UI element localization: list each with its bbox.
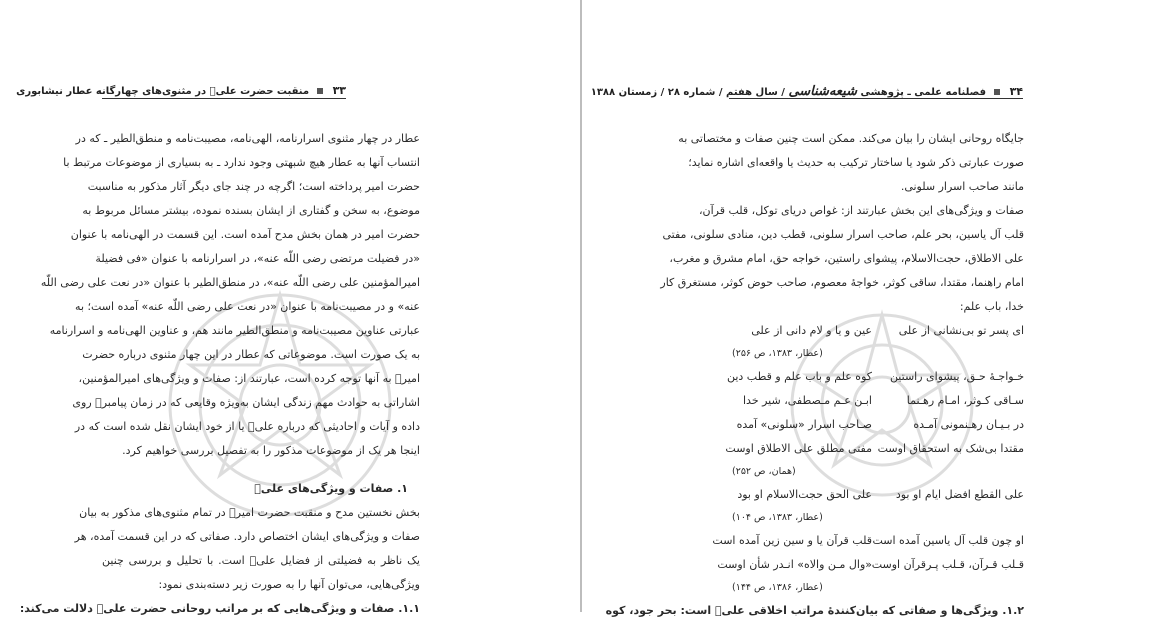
poem-couplet bbox=[732, 389, 1024, 413]
poem-couplet bbox=[732, 483, 1024, 507]
hemistich: مفتی مطلق علی الاطلاق اوست bbox=[725, 442, 872, 455]
poem-citation: (عطار، ۱۳۸۳، ص ۲۵۶) bbox=[732, 348, 823, 359]
journal-name: فصلنامه علمی ـ پژوهشی bbox=[860, 87, 987, 98]
text-line: «در فضیلت مرتضی رضی اللّه عنه»، در اسرارنامه با عنوان «فی فضیلة bbox=[95, 252, 420, 265]
text-line: خدا، باب علم: bbox=[959, 300, 1024, 313]
running-title: منقبت حضرت علیؑ در مثنوی‌های چهارگانه عطار نیشابوری bbox=[16, 86, 310, 97]
hemistich: او چون قلب آل یاسین آمده است bbox=[872, 534, 1024, 547]
hemistich: قلب قرآن یا و سین زین آمده است bbox=[712, 534, 872, 547]
text-line: امیرؑ به آنها توجه کرده است، عبارتند از: صفات و ویژگی‌های امیرالمؤمنین، bbox=[78, 372, 420, 385]
right-page-body bbox=[605, 127, 1024, 623]
text-line: عنه» و در مصیبت‌نامه با عنوان «در نعت علی رضی اللّه عنه» آمده است؛ به bbox=[75, 300, 420, 313]
poem-couplet bbox=[717, 553, 1024, 577]
text-line: اینجا هر یک از موضوعات مذکور را به تفصیل بررسی خواهیم کرد. bbox=[122, 444, 420, 457]
hemistich: کوه علم و باب علم و قطب دین bbox=[726, 370, 872, 383]
hemistich: خـواجـهٔ حـق، پیشوای راستین bbox=[889, 370, 1024, 383]
text-line: صفات و ویژگی‌های این بخش عبارتند از: غواص دریای توکل، قلب قرآن، bbox=[698, 204, 1024, 217]
text-line: یک ناظر به فضیلتی از فضایل علیؑ است. با تحلیل و بررسی چنین bbox=[102, 554, 420, 567]
left-page-body bbox=[19, 127, 420, 621]
text-line: علی الاطلاق، حجت‌الاسلام، پیشوای راستین، خواجه حق، امام مشرق و مغرب، bbox=[669, 252, 1024, 265]
text-line: حضرت امیر در همان بخش مدح آمده است. این قسمت در الهی‌نامه با عنوان bbox=[70, 228, 420, 241]
square-marker-icon bbox=[994, 89, 1000, 95]
hemistich: قـلب قـرآن، قـلب پـرقرآن اوست bbox=[871, 558, 1024, 571]
poem-couplet bbox=[726, 365, 1024, 389]
hemistich: عین و یا و لام دانی از علی bbox=[751, 324, 872, 337]
text-line: ویژگی‌هایی، می‌توان آنها را به صورت زیر دسته‌بندی نمود: bbox=[158, 578, 420, 591]
poem-citation: (همان، ص ۲۵۲) bbox=[732, 466, 796, 477]
hemistich: در بـیـان رهـنمونی آمـده bbox=[913, 418, 1024, 431]
text-line: امام راهنما، مقتدا، ساقی کوثر، خواجهٔ معصوم، صاحب حوض کوثر، مستغرق کار bbox=[660, 276, 1024, 289]
hemistich: علی القطع افضل ایام او بود bbox=[895, 488, 1024, 501]
text-line: مانند صاحب اسرار سلونی. bbox=[900, 180, 1024, 193]
text-line: صفات و ویژگی‌های ایشان اختصاص دارد. صفاتی که در این قسمت آمده، هر bbox=[74, 530, 420, 543]
poem-couplet bbox=[732, 413, 1024, 437]
page-number: ۳۳ bbox=[332, 84, 346, 97]
journal-brand: شیعه‌شناسی bbox=[788, 84, 857, 99]
text-line: جایگاه روحانی ایشان را بیان می‌کند. ممکن است چنین صفات و مختصاتی به bbox=[678, 132, 1024, 145]
hemistich: «وال مـن والاه» انـدر شأن اوست bbox=[717, 558, 872, 571]
hemistich: ابـن عـم مـصطفی، شیر خدا bbox=[742, 394, 872, 407]
hemistich: سـاقی کـوثر، امـام رهـنما bbox=[906, 394, 1024, 407]
left-page-header bbox=[16, 84, 346, 99]
text-line: داده و آیات و احادیثی که درباره علیؑ یا از خود ایشان نقل شده است که در bbox=[74, 420, 420, 433]
text-line: قلب آل یاسین، بحر علم، صاحب اسرار سلونی، قطب دین، منادی سلونی، مفتی bbox=[662, 228, 1024, 241]
square-marker-icon bbox=[317, 88, 323, 94]
subsection-heading: ۱.۲. ویژگی‌ها و صفاتی که بیان‌کنندهٔ مراتب اخلاقی علیؑ است: بحر جود، کوه bbox=[605, 604, 1024, 617]
hemistich: مقتدا بی‌شک به استحقاق اوست bbox=[877, 442, 1024, 455]
page-number: ۳۴ bbox=[1009, 85, 1023, 98]
poem-couplet bbox=[732, 319, 1024, 343]
hemistich: علی الحق حجت‌الاسلام او بود bbox=[737, 488, 872, 501]
text-line: صورت عبارتی ذکر شود یا ساختار ترکیب به حدیث یا واقعه‌ای اشاره نماید؛ bbox=[688, 156, 1024, 169]
subsection-heading: ۱.۱. صفات و ویژگی‌هایی که بر مراتب روحانی حضرت علیؑ دلالت می‌کند: bbox=[19, 602, 420, 615]
poem-citation: (عطار، ۱۳۸۶، ص ۱۴۴) bbox=[732, 582, 823, 593]
right-page-header bbox=[590, 84, 1023, 99]
text-line: حضرت امیر پرداخته است؛ اگرچه در چند جای دیگر آثار مذکور به مناسبت bbox=[87, 180, 420, 193]
text-line: اشاراتی به حوادث مهم زندگی ایشان به‌ویژه وقایعی که در زمان پیامبرؐ روی bbox=[72, 396, 420, 409]
left-page bbox=[0, 0, 580, 615]
text-line: عطار در چهار مثنوی اسرارنامه، الهی‌نامه، مصیبت‌نامه و منطق‌الطیر ـ که در bbox=[75, 132, 420, 145]
poem-couplet bbox=[725, 437, 1024, 461]
text-line: عبارتی عناوین مصیبت‌نامه و منطق‌الطیر مانند هم، و عناوین الهی‌نامه و اسرارنامه bbox=[49, 324, 420, 337]
issue-info: / سال هفتم / شماره ۲۸ / زمستان ۱۳۸۸ bbox=[590, 87, 785, 98]
text-line: بخش نخستین مدح و منقبت حضرت امیرؑ در تمام مثنوی‌های مذکور به بیان bbox=[79, 506, 420, 519]
poem-couplet bbox=[712, 529, 1024, 553]
text-line: به یک صورت است. موضوعاتی که عطار در این چهار مثنوی درباره حضرت bbox=[82, 348, 420, 361]
section-heading: ۱. صفات و ویژگی‌های علیؑ bbox=[254, 482, 408, 495]
poem-citation: (عطار، ۱۳۸۳، ص ۱۰۴) bbox=[732, 512, 823, 523]
hemistich: ای پسر تو بی‌نشانی از علی bbox=[898, 324, 1024, 337]
text-line: امیرالمؤمنین علی رضی اللّه عنه»، در منطق‌الطیر با عنوان «در نعت علی رضی اللّه bbox=[40, 276, 420, 289]
hemistich: صـاحب اسرار «سلونی» آمده bbox=[736, 418, 872, 431]
text-line: انتساب آنها به عطار هیچ شبهتی وجود ندارد ـ به بسیاری از موضوعات مرتبط با bbox=[63, 156, 420, 169]
text-line: موضوع، به سخن و گفتاری از ایشان بسنده نموده، بیشتر مسائل مربوط به bbox=[82, 204, 420, 217]
right-page bbox=[582, 0, 1159, 617]
